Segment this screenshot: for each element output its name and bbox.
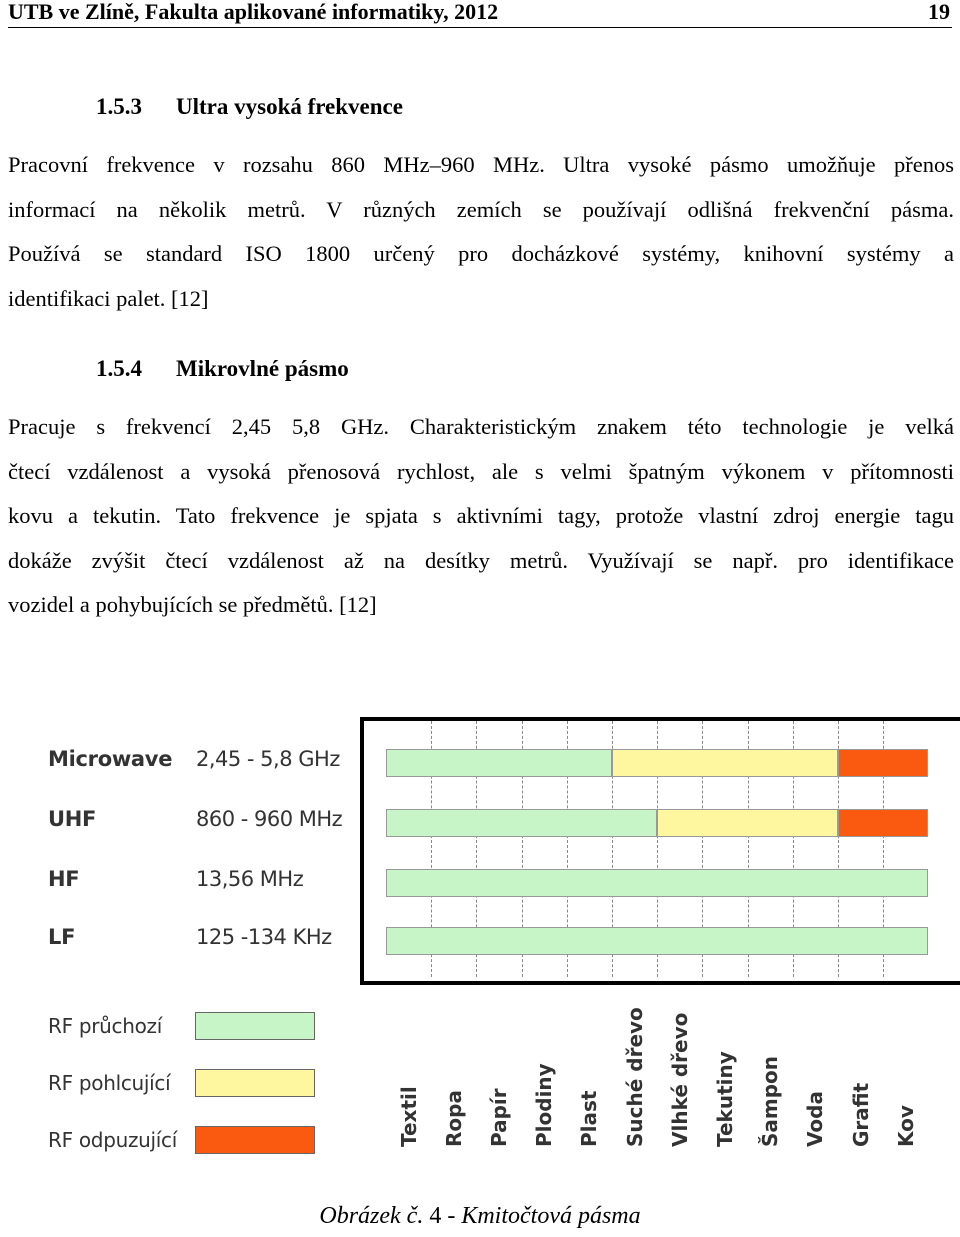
figure-caption — [0, 1203, 960, 1230]
material-label: Voda — [803, 1091, 828, 1147]
material-label: Tekutiny — [713, 1051, 737, 1147]
band-segment-absorb — [612, 749, 838, 777]
band-frequency: 125 -134 KHz — [196, 925, 332, 949]
heading-number: 1.5.4 — [96, 356, 142, 381]
material-label: Papír — [487, 1088, 511, 1147]
heading-uhf — [96, 94, 403, 120]
band-frequency: 860 - 960 MHz — [196, 807, 343, 831]
legend-label: RF odpuzující — [48, 1128, 178, 1152]
band-segment-pass — [386, 927, 928, 955]
text-line: Pracovní frekvence v rozsahu 860 MHz–960 MHz. Ultra vysoké pásmo umožňuje přenos — [8, 152, 954, 177]
band-segment-pass — [386, 809, 657, 837]
band-frequency: 13,56 MHz — [196, 867, 304, 891]
material-label: Grafit — [848, 1082, 873, 1147]
caption-text: - Kmitočtová pásma — [441, 1203, 641, 1229]
text-line: Používá se standard ISO 1800 určený pro docházkové systémy, knihovní systémy a — [8, 241, 954, 266]
text-line: identifikaci palet. [12] — [8, 285, 209, 311]
material-label: Plodiny — [532, 1063, 557, 1147]
band-label: HF — [48, 867, 80, 891]
band-label: LF — [48, 925, 76, 949]
material-label: Šampon — [758, 1055, 783, 1147]
legend-label: RF pohlcující — [48, 1071, 171, 1095]
band-label: UHF — [48, 807, 97, 831]
page-header — [8, 0, 952, 28]
band-segment-pass — [386, 749, 612, 777]
legend-swatch — [195, 1126, 315, 1154]
header-title: UTB ve Zlíně, Fakulta aplikované informatiky, 2012 — [8, 0, 499, 24]
heading-microwave — [96, 356, 349, 382]
band-segment-absorb — [657, 809, 838, 837]
material-label: Suché dřevo — [622, 1007, 647, 1147]
band-segment-reflect — [838, 809, 928, 837]
band-label: Microwave — [48, 747, 173, 771]
caption-number: 4 — [429, 1203, 442, 1229]
material-label: Vlhké dřevo — [667, 1012, 692, 1147]
frequency-bands-figure — [40, 715, 960, 1155]
bands-frame — [360, 717, 960, 985]
paragraph-uhf — [8, 143, 954, 321]
heading-title: Mikrovlné pásmo — [176, 356, 349, 381]
caption-prefix: Obrázek č. — [319, 1203, 424, 1229]
legend-swatch — [195, 1069, 315, 1097]
text-line: Pracuje s frekvencí 2,45 5,8 GHz. Charakteristickým znakem této technologie je velká — [8, 414, 954, 439]
page-number: 19 — [928, 0, 950, 24]
text-line: čtecí vzdálenost a vysoká přenosová rychlost, ale s velmi špatným výkonem v přítomnosti — [8, 458, 954, 484]
legend-label: RF průchozí — [48, 1014, 163, 1038]
heading-title: Ultra vysoká frekvence — [176, 94, 403, 119]
band-frequency: 2,45 - 5,8 GHz — [196, 747, 340, 771]
material-label: Kov — [893, 1105, 918, 1147]
text-line: kovu a tekutin. Tato frekvence je spjata s aktivními tagy, protože vlastní zdroj energie tagu — [8, 503, 954, 528]
band-segment-pass — [386, 869, 928, 897]
paragraph-microwave — [8, 405, 954, 628]
text-line: dokáže zvýšit čtecí vzdálenost až na desítky metrů. Využívají se např. pro identifikace — [8, 547, 954, 573]
text-line: vozidel a pohybujících se předmětů. [12] — [8, 592, 377, 617]
material-label: Textil — [396, 1086, 421, 1147]
text-line: informací na několik metrů. V různých zemích se používají odlišná frekvenční pásma. — [8, 196, 954, 222]
band-segment-reflect — [838, 749, 928, 777]
material-label: Plast — [577, 1090, 602, 1147]
material-label: Ropa — [441, 1090, 466, 1147]
legend-swatch — [195, 1012, 315, 1040]
heading-number: 1.5.3 — [96, 94, 142, 119]
